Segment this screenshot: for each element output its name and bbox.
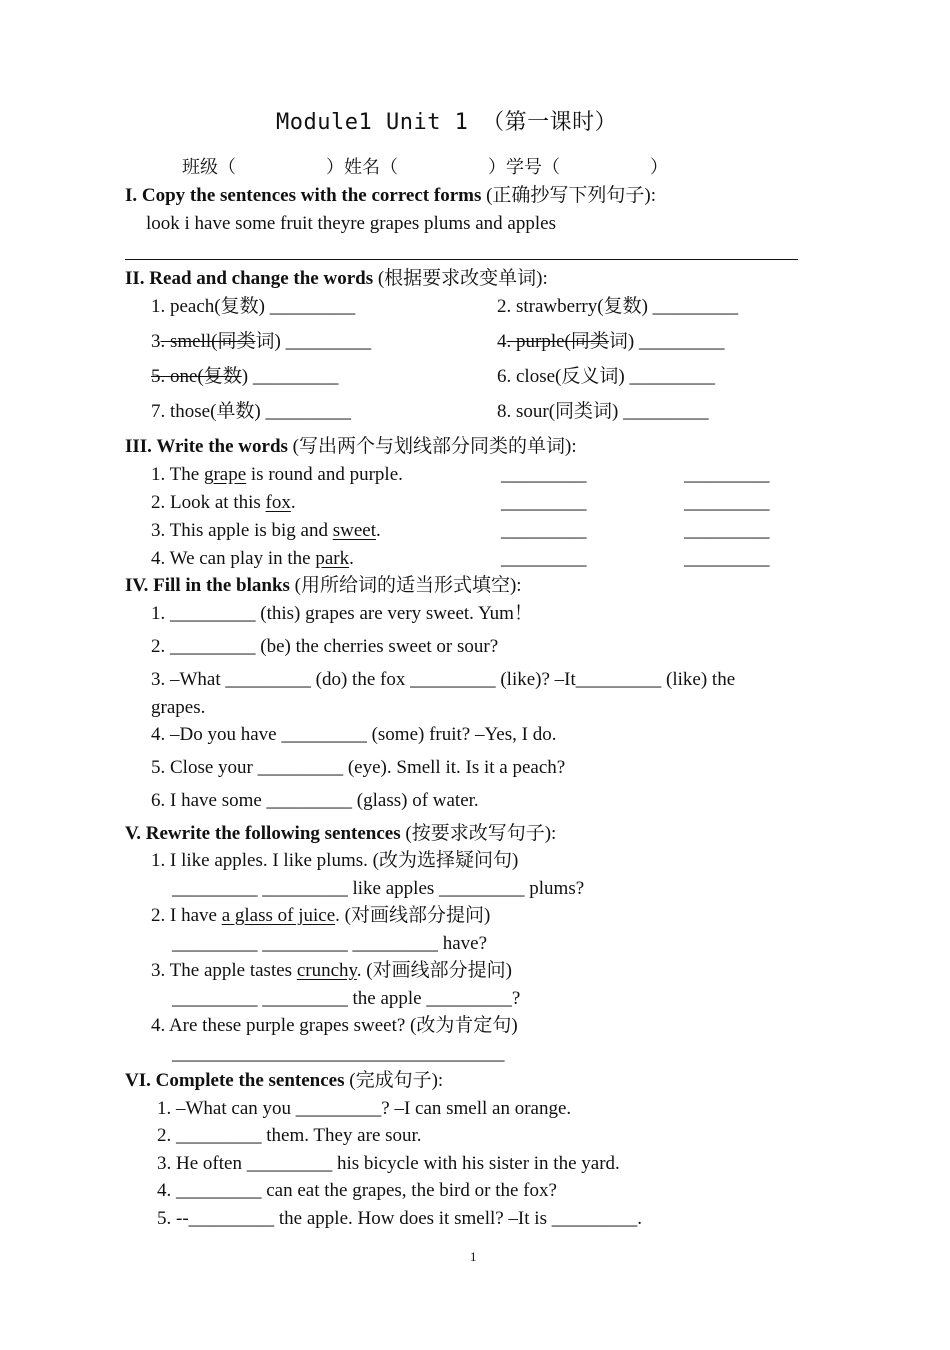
page-number: 1 xyxy=(470,1249,477,1264)
section-6-heading xyxy=(125,1071,443,1090)
list-item: 5. Close your _________ (eye). Smell it. Is it a peach? xyxy=(151,757,566,778)
rewrite-answer: ___________________________________ xyxy=(172,1043,505,1064)
word-item: 3. smell(同类词) _________ xyxy=(151,331,372,352)
answer-line xyxy=(125,259,798,260)
list-item: 4. _________ can eat the grapes, the bird or the fox? xyxy=(157,1180,557,1201)
list-item: 3. –What _________ (do) the fox _________ (like)? –It_________ (like) the xyxy=(151,669,736,690)
answer-blank: _________ xyxy=(684,464,770,485)
section-1-heading xyxy=(125,186,656,205)
section-heading-cn: (根据要求改变单词): xyxy=(373,268,548,289)
list-item: 2. _________ them. They are sour. xyxy=(157,1125,422,1146)
list-item: 3. This apple is big and sweet. xyxy=(151,520,381,541)
rewrite-question: 2. I have a glass of juice. (对画线部分提问) xyxy=(151,905,491,926)
section-heading-cn: (用所给词的适当形式填空): xyxy=(289,575,522,596)
list-item: 2. Look at this fox. xyxy=(151,492,296,513)
section-5-heading xyxy=(125,824,556,843)
rewrite-question: 1. I like apples. I like plums. (改为选择疑问句) xyxy=(151,850,519,871)
page-title: Module1 Unit 1 （第一课时） xyxy=(276,110,618,135)
copy-sentence: look i have some fruit theyre grapes plums and apples xyxy=(146,213,556,234)
answer-blank: _________ xyxy=(684,548,770,569)
rewrite-question: 4. Are these purple grapes sweet? (改为肯定句) xyxy=(151,1015,518,1036)
section-heading-cn: (写出两个与划线部分同类的单词): xyxy=(287,436,577,457)
section-heading-text: III. Write the words xyxy=(125,436,288,457)
word-item: 7. those(单数) _________ xyxy=(151,401,352,422)
section-heading-text: II. Read and change the words xyxy=(125,268,374,289)
word-item: 4. purple(同类词) _________ xyxy=(497,331,725,352)
word-item: 6. close(反义词) _________ xyxy=(497,366,715,387)
section-2-heading xyxy=(125,269,548,288)
list-item: 3. He often _________ his bicycle with his sister in the yard. xyxy=(157,1153,620,1174)
section-heading-text: VI. Complete the sentences xyxy=(125,1070,345,1091)
list-item: 5. --_________ the apple. How does it smell? –It is _________. xyxy=(157,1208,642,1229)
answer-blank: _________ xyxy=(501,464,587,485)
section-heading-cn: (按要求改写句子): xyxy=(400,823,557,844)
answer-blank: _________ xyxy=(501,492,587,513)
answer-blank: _________ xyxy=(684,492,770,513)
section-3-heading xyxy=(125,437,577,456)
rewrite-answer: _________ _________ like apples _________ plums? xyxy=(172,878,585,899)
list-item: 1. The grape is round and purple. xyxy=(151,464,403,485)
list-item: grapes. xyxy=(151,697,206,718)
list-item: 4. We can play in the park. xyxy=(151,548,354,569)
section-heading-cn: (正确抄写下列句子): xyxy=(481,185,657,206)
student-info-line: 班级（ ）姓名（ ）学号（ ） xyxy=(182,157,668,177)
list-item: 6. I have some _________ (glass) of water. xyxy=(151,790,479,811)
section-4-heading xyxy=(125,576,522,595)
section-heading-cn: (完成句子): xyxy=(344,1070,444,1091)
word-item: 5. one(复数) _________ xyxy=(151,366,339,387)
list-item: 1. –What can you _________? –I can smell an orange. xyxy=(157,1098,572,1119)
answer-blank: _________ xyxy=(501,548,587,569)
section-heading-text: I. Copy the sentences with the correct forms xyxy=(125,185,482,206)
list-item: 4. –Do you have _________ (some) fruit? –Yes, I do. xyxy=(151,724,557,745)
section-heading-text: IV. Fill in the blanks xyxy=(125,575,290,596)
answer-blank: _________ xyxy=(684,520,770,541)
rewrite-question: 3. The apple tastes crunchy. (对画线部分提问) xyxy=(151,960,512,981)
word-item: 8. sour(同类词) _________ xyxy=(497,401,709,422)
rewrite-answer: _________ _________ _________ have? xyxy=(172,933,488,954)
section-heading-text: V. Rewrite the following sentences xyxy=(125,823,401,844)
word-item: 2. strawberry(复数) _________ xyxy=(497,296,739,317)
list-item: 1. _________ (this) grapes are very sweet. Yum！ xyxy=(151,603,533,624)
answer-blank: _________ xyxy=(501,520,587,541)
rewrite-answer: _________ _________ the apple _________? xyxy=(172,988,521,1009)
list-item: 2. _________ (be) the cherries sweet or sour? xyxy=(151,636,499,657)
word-item: 1. peach(复数) _________ xyxy=(151,296,356,317)
